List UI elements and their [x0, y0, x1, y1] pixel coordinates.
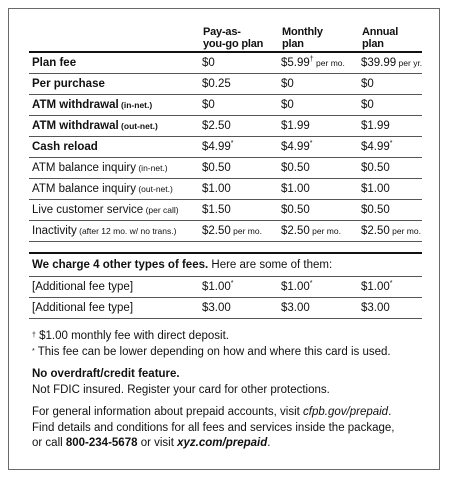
fee-row-atm-withdrawal-out-net	[29, 116, 422, 137]
additional-fees-table	[29, 276, 422, 319]
fee-table	[29, 51, 422, 242]
asterisk-mark: *	[309, 140, 313, 147]
footnotes	[29, 329, 422, 452]
fee-row-plan-fee	[29, 52, 422, 74]
annual-value: $4.99*	[357, 137, 422, 158]
annual-value: $3.00	[357, 298, 422, 319]
monthly-value: $5.99† per mo.	[277, 52, 357, 74]
header-annual-plan: Annual plan	[362, 26, 399, 50]
fee-label: [Additional fee type]	[29, 277, 198, 298]
asterisk-mark: *	[230, 280, 234, 287]
payg-value: $1.00	[198, 179, 277, 200]
other-fees-heading: We charge 4 other types of fees. Here are some of them:	[32, 259, 333, 271]
fee-row-atm-balance-out-net	[29, 179, 422, 200]
annual-value: $0.50	[357, 200, 422, 221]
fee-row-atm-withdrawal-in-net	[29, 95, 422, 116]
asterisk-mark: *	[309, 280, 313, 287]
asterisk-mark: *	[230, 140, 234, 147]
phone-number[interactable]: 800-234-5678	[65, 437, 138, 449]
annual-value: $2.50 per mo.	[357, 221, 422, 242]
payg-value: $1.00*	[198, 277, 277, 298]
payg-value: $0	[198, 52, 277, 74]
payg-value: $0	[198, 95, 277, 116]
dagger-footnote: † $1.00 monthly fee with direct deposit.	[32, 330, 229, 342]
annual-value: $0	[357, 95, 422, 116]
asterisk-footnote: * This fee can be lower depending on how and where this card is used.	[32, 345, 391, 358]
fee-label: [Additional fee type]	[29, 298, 198, 319]
monthly-value: $0	[277, 74, 357, 95]
monthly-value: $0.50	[277, 158, 357, 179]
monthly-value: $4.99*	[277, 137, 357, 158]
annual-value: $1.00*	[357, 277, 422, 298]
dagger-mark: †	[309, 56, 314, 63]
fee-label: Per purchase	[29, 74, 198, 95]
monthly-value: $1.99	[277, 116, 357, 137]
asterisk-mark: *	[389, 280, 393, 287]
monthly-value: $0	[277, 95, 357, 116]
payg-value: $2.50 per mo.	[198, 221, 277, 242]
fee-disclosure-card	[8, 8, 440, 470]
annual-value: $0.50	[357, 158, 422, 179]
payg-value: $0.25	[198, 74, 277, 95]
payg-value: $2.50	[198, 116, 277, 137]
header-payg-plan: Pay-as- you-go plan	[203, 26, 264, 50]
fee-label: ATM balance inquiry (out-net.)	[29, 179, 198, 200]
fee-row-per-purchase	[29, 74, 422, 95]
asterisk-mark: *	[389, 140, 393, 147]
fee-label: Inactivity (after 12 mo. w/ no trans.)	[29, 221, 198, 242]
payg-value: $1.50	[198, 200, 277, 221]
additional-fee-row	[29, 277, 422, 298]
additional-fee-row	[29, 298, 422, 319]
fee-label: Live customer service (per call)	[29, 200, 198, 221]
fee-disclosure-content	[29, 9, 422, 452]
monthly-value: $0.50	[277, 200, 357, 221]
monthly-value: $1.00*	[277, 277, 357, 298]
xyz-link[interactable]: xyz.com/prepaid	[177, 437, 268, 449]
annual-value: $1.00	[357, 179, 422, 200]
payg-value: $3.00	[198, 298, 277, 319]
annual-value: $0	[357, 74, 422, 95]
info-line-1: For general information about prepaid accounts, visit cfpb.gov/prepaid.	[32, 406, 392, 418]
no-overdraft-notice: No overdraft/credit feature.	[32, 368, 180, 380]
fee-row-live-customer-service	[29, 200, 422, 221]
fee-label: Cash reload	[29, 137, 198, 158]
column-header-row	[29, 9, 422, 51]
annual-value: $39.99 per yr.	[357, 52, 422, 74]
fdic-notice: Not FDIC insured. Register your card for other protections.	[32, 383, 330, 396]
fee-label: ATM withdrawal (in-net.)	[29, 95, 198, 116]
fee-label: ATM withdrawal (out-net.)	[29, 116, 198, 137]
annual-value: $1.99	[357, 116, 422, 137]
payg-value: $0.50	[198, 158, 277, 179]
fee-row-inactivity	[29, 221, 422, 242]
monthly-value: $1.00	[277, 179, 357, 200]
fee-label: ATM balance inquiry (in-net.)	[29, 158, 198, 179]
fee-row-atm-balance-in-net	[29, 158, 422, 179]
fee-row-cash-reload	[29, 137, 422, 158]
header-monthly-plan: Monthly plan	[282, 26, 323, 50]
fee-label: Plan fee	[29, 52, 198, 74]
cfpb-link[interactable]: cfpb.gov/prepaid	[303, 406, 389, 418]
monthly-value: $2.50 per mo.	[277, 221, 357, 242]
monthly-value: $3.00	[277, 298, 357, 319]
info-line-3: or call 800-234-5678 or visit xyz.com/prepaid.	[32, 437, 271, 449]
info-line-2: Find details and conditions for all fees and services inside the package,	[32, 421, 395, 434]
payg-value: $4.99*	[198, 137, 277, 158]
